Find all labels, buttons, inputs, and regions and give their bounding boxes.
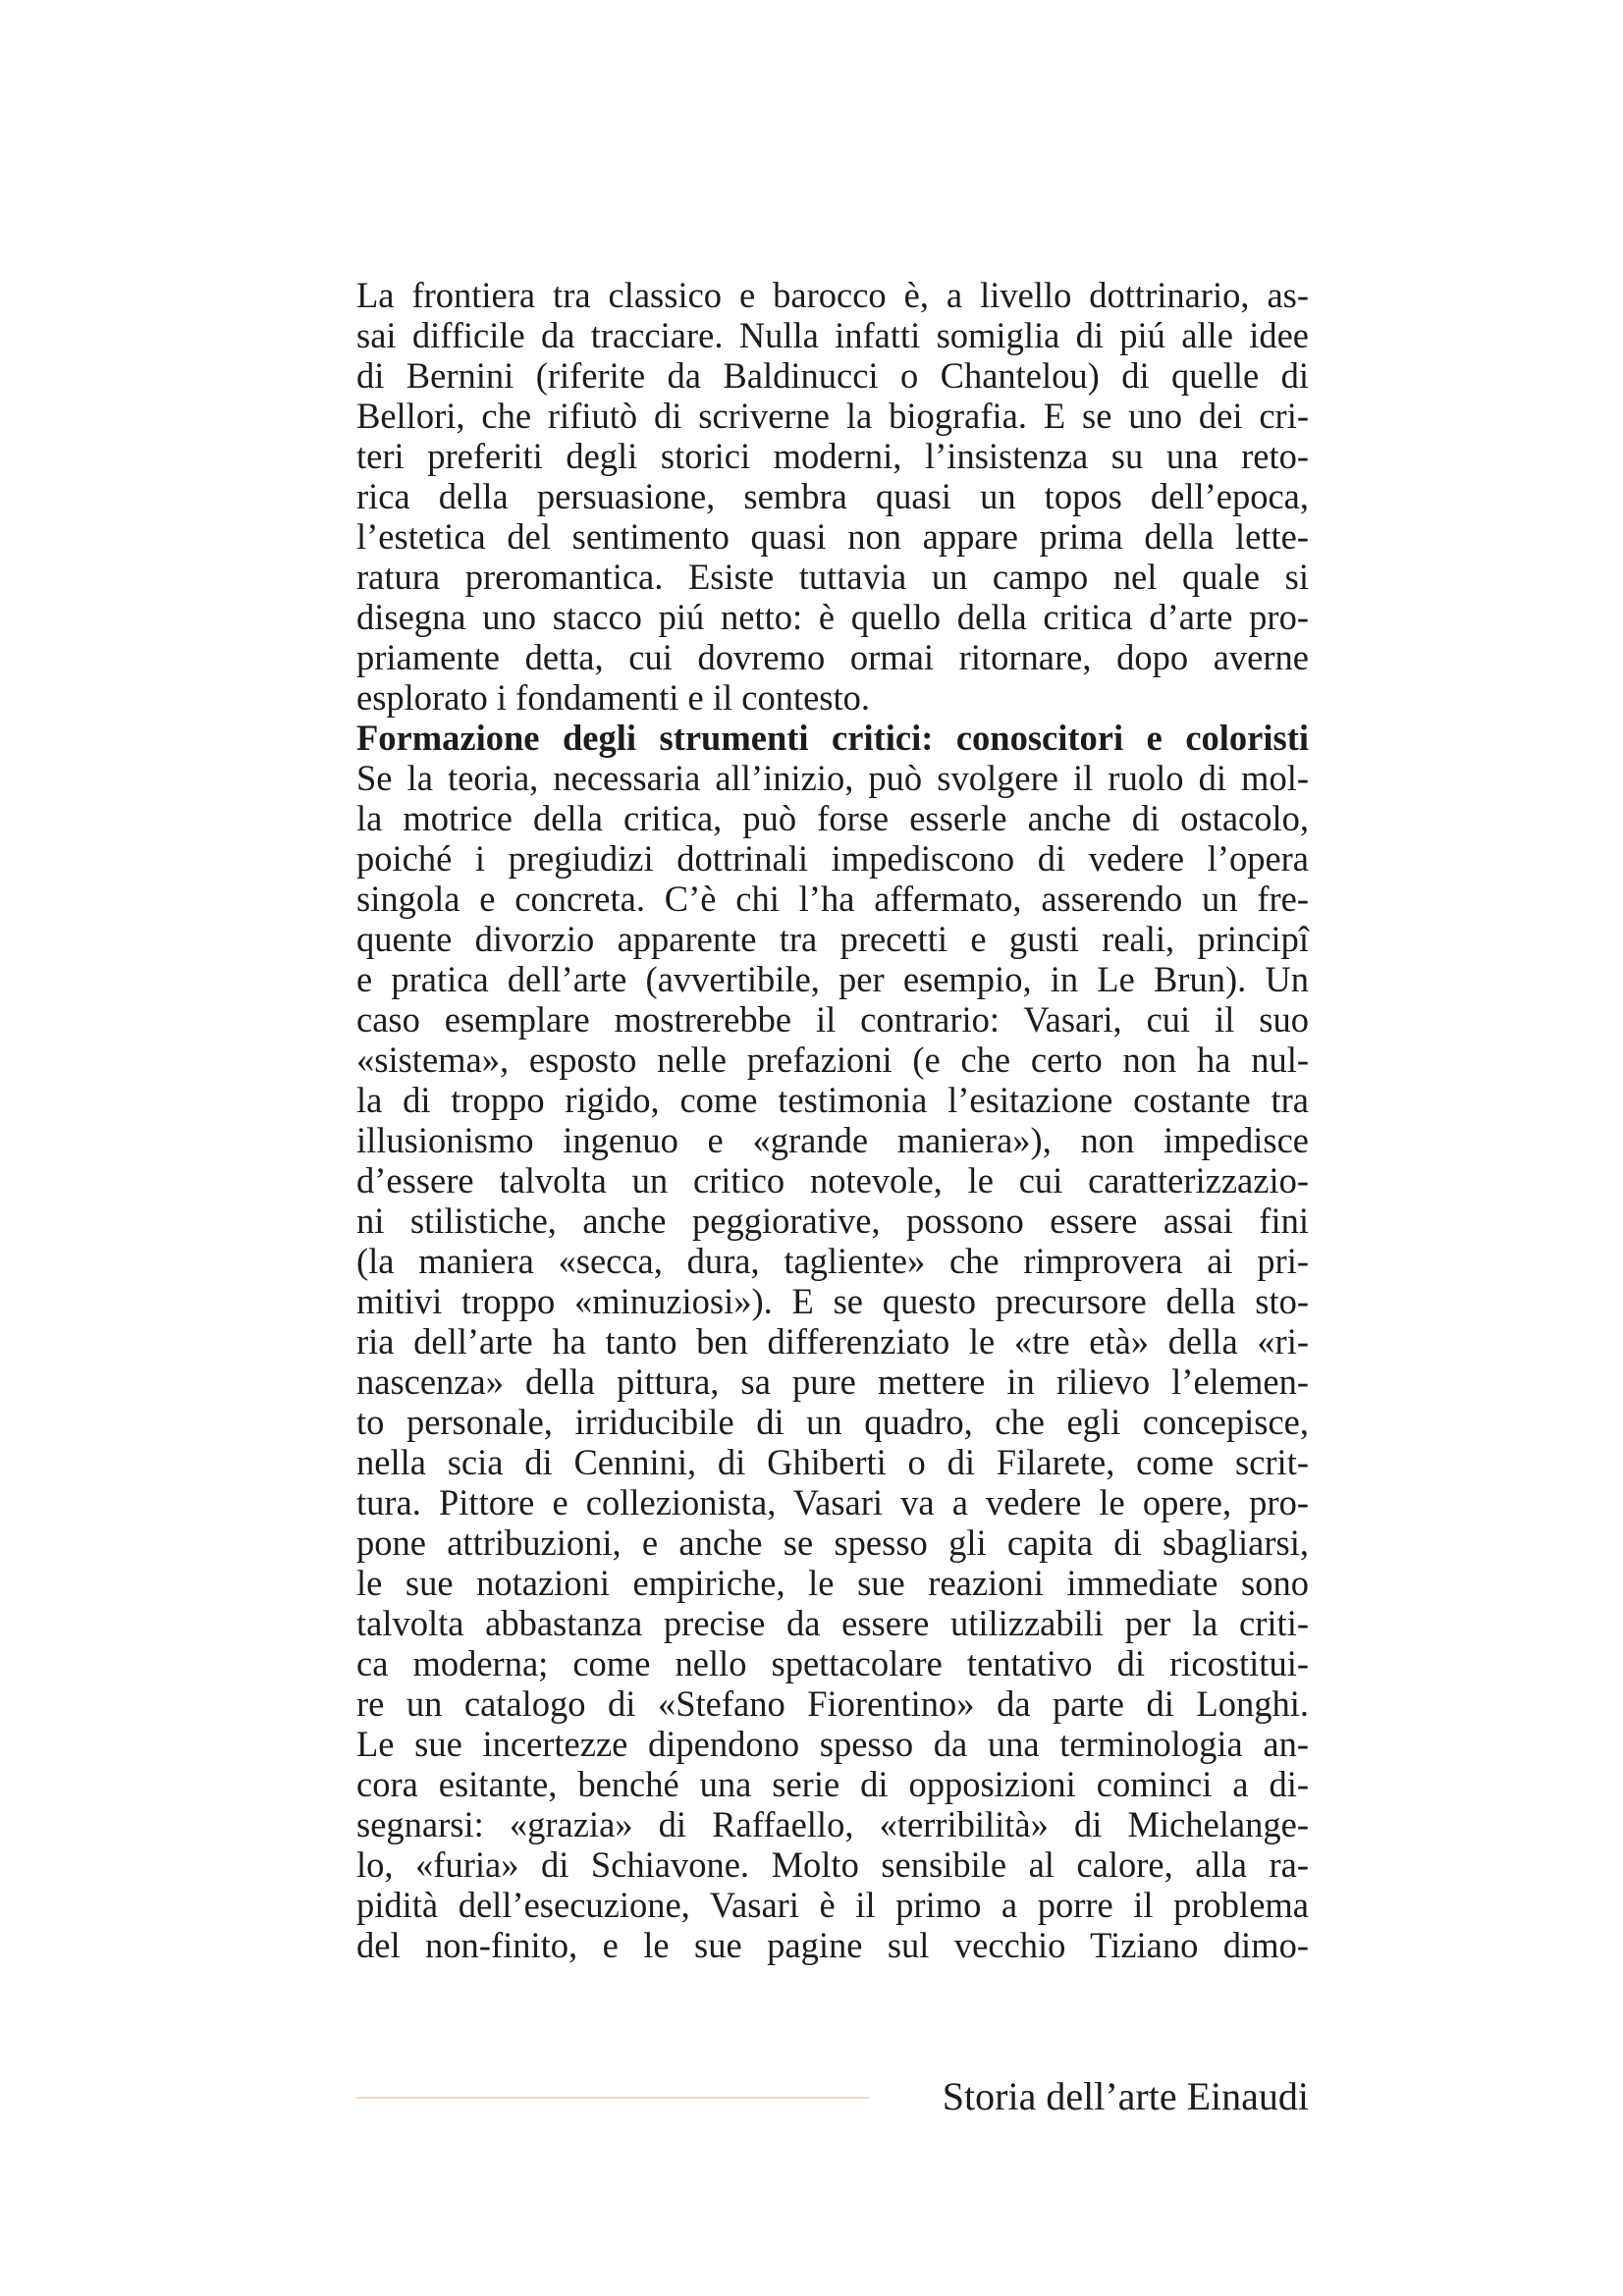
text-line: poiché i pregiudizi dottrinali impediscono di vedere l’opera xyxy=(356,838,1309,879)
text-line: la motrice della critica, può forse esserle anche di ostacolo, xyxy=(356,798,1309,838)
text-line: Le sue incertezze dipendono spesso da una terminologia an- xyxy=(356,1724,1309,1764)
text-line: ratura preromantica. Esiste tuttavia un campo nel quale si xyxy=(356,557,1309,597)
text-line: pidità dell’esecuzione, Vasari è il primo a porre il problema xyxy=(356,1885,1309,1925)
text-line: quente divorzio apparente tra precetti e gusti reali, principî xyxy=(356,919,1309,959)
text-line: Se la teoria, necessaria all’inizio, può svolgere il ruolo di mol- xyxy=(356,758,1309,798)
footer-rule xyxy=(356,2097,869,2099)
text-line: tura. Pittore e collezionista, Vasari va a vedere le opere, pro- xyxy=(356,1482,1309,1522)
text-line: mitivi troppo «minuziosi»). E se questo precursore della sto- xyxy=(356,1281,1309,1321)
text-line: La frontiera tra classico e barocco è, a livello dottrinario, as- xyxy=(356,275,1309,315)
text-line: segnarsi: «grazia» di Raffaello, «terribilità» di Michelange- xyxy=(356,1804,1309,1844)
text-line: Bellori, che rifiutò di scriverne la biografia. E se uno dei cri- xyxy=(356,396,1309,436)
text-line: l’estetica del sentimento quasi non appare prima della lette- xyxy=(356,516,1309,557)
text-line: rica della persuasione, sembra quasi un topos dell’epoca, xyxy=(356,476,1309,516)
text-line: lo, «furia» di Schiavone. Molto sensibile al calore, alla ra- xyxy=(356,1844,1309,1885)
text-line: singola e concreta. C’è chi l’ha affermato, asserendo un fre- xyxy=(356,879,1309,919)
text-line: ni stilistiche, anche peggiorative, possono essere assai fini xyxy=(356,1201,1309,1241)
text-line: sai difficile da tracciare. Nulla infatti somiglia di piú alle idee xyxy=(356,315,1309,355)
text-line: (la maniera «secca, dura, tagliente» che rimprovera ai pri- xyxy=(356,1241,1309,1281)
text-line: pone attribuzioni, e anche se spesso gli capita di sbagliarsi, xyxy=(356,1522,1309,1563)
text-line: priamente detta, cui dovremo ormai ritornare, dopo averne xyxy=(356,637,1309,677)
text-line: ria dell’arte ha tanto ben differenziato le «tre età» della «ri- xyxy=(356,1321,1309,1362)
text-line: caso esemplare mostrerebbe il contrario: Vasari, cui il suo xyxy=(356,999,1309,1040)
text-line: «sistema», esposto nelle prefazioni (e che certo non ha nul- xyxy=(356,1040,1309,1080)
text-line: to personale, irriducibile di un quadro, che egli concepisce, xyxy=(356,1402,1309,1442)
text-line: teri preferiti degli storici moderni, l’insistenza su una reto- xyxy=(356,436,1309,476)
text-line: ca moderna; come nello spettacolare tentativo di ricostitui- xyxy=(356,1643,1309,1683)
text-line: e pratica dell’arte (avvertibile, per esempio, in Le Brun). Un xyxy=(356,959,1309,999)
text-line: talvolta abbastanza precise da essere utilizzabili per la criti- xyxy=(356,1603,1309,1643)
text-line: le sue notazioni empiriche, le sue reazioni immediate sono xyxy=(356,1563,1309,1603)
text-line: cora esitante, benché una serie di opposizioni cominci a di- xyxy=(356,1764,1309,1804)
section-heading: Formazione degli strumenti critici: conoscitori e coloristi xyxy=(356,718,1309,758)
text-line: disegna uno stacco piú netto: è quello della critica d’arte pro- xyxy=(356,597,1309,637)
body-text xyxy=(356,275,1309,1965)
text-line: illusionismo ingenuo e «grande maniera»), non impedisce xyxy=(356,1120,1309,1160)
text-line: nella scia di Cennini, di Ghiberti o di Filarete, come scrit- xyxy=(356,1442,1309,1482)
text-line: la di troppo rigido, come testimonia l’esitazione costante tra xyxy=(356,1080,1309,1120)
text-line: del non-finito, e le sue pagine sul vecchio Tiziano dimo- xyxy=(356,1925,1309,1965)
page-footer xyxy=(356,2069,1309,2128)
text-line: d’essere talvolta un critico notevole, le cui caratterizzazio- xyxy=(356,1160,1309,1201)
text-line: nascenza» della pittura, sa pure mettere in rilievo l’elemen- xyxy=(356,1362,1309,1402)
text-line: esplorato i fondamenti e il contesto. xyxy=(356,677,871,718)
text-line: di Bernini (riferite da Baldinucci o Chantelou) di quelle di xyxy=(356,355,1309,396)
text-line: re un catalogo di «Stefano Fiorentino» da parte di Longhi. xyxy=(356,1683,1309,1724)
footer-title: Storia dell’arte Einaudi xyxy=(942,2074,1309,2118)
